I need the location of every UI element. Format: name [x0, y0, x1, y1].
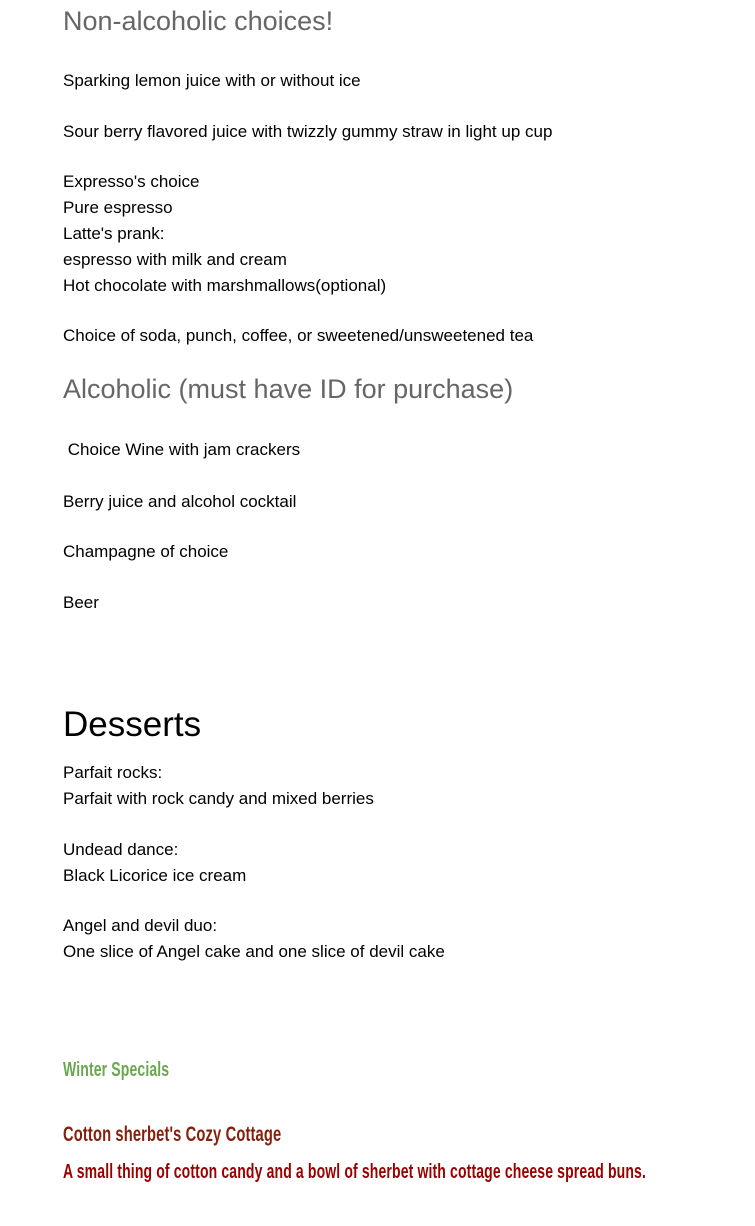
- special-item-description: A small thing of cotton candy and a bowl of sherbet with cottage cheese spread buns.: [63, 1161, 647, 1183]
- dessert-item-parfait-rocks: [63, 760, 715, 812]
- menu-item-pure-espresso: Pure espresso: [63, 198, 173, 217]
- dessert-item-angel-devil-duo: [63, 913, 715, 965]
- menu-item-lattes-prank: Latte's prank:: [63, 224, 165, 243]
- dessert-item-description: Parfait with rock candy and mixed berries: [63, 789, 374, 808]
- dessert-item-name: Angel and devil duo:: [63, 916, 218, 935]
- menu-item-berry-juice-cocktail: Berry juice and alcohol cocktail: [63, 492, 297, 511]
- special-item-name-cozy-cottage: Cotton sherbet's Cozy Cottage: [63, 1123, 282, 1146]
- section-heading-alcoholic: Alcoholic (must have ID for purchase): [63, 374, 514, 404]
- menu-item-group-espresso: [63, 169, 715, 299]
- section-heading-non-alcoholic: Non-alcoholic choices!: [63, 6, 334, 36]
- menu-item-espresso-milk-cream: espresso with milk and cream: [63, 250, 287, 269]
- dessert-item-name: Undead dance:: [63, 840, 179, 859]
- specials-heading-winter: Winter Specials: [63, 1059, 170, 1081]
- menu-item-sour-berry-juice: Sour berry flavored juice with twizzly gummy straw in light up cup: [63, 122, 553, 141]
- menu-item-choice-wine: Choice Wine with jam crackers: [63, 440, 301, 459]
- menu-item-hot-chocolate: Hot chocolate with marshmallows(optional): [63, 276, 387, 295]
- menu-item-espressos-choice: Expresso's choice: [63, 172, 200, 191]
- dessert-item-undead-dance: [63, 837, 715, 889]
- dessert-item-description: Black Licorice ice cream: [63, 866, 247, 885]
- dessert-item-name: Parfait rocks:: [63, 763, 163, 782]
- menu-item-sparking-lemon-juice: Sparking lemon juice with or without ice: [63, 71, 361, 90]
- dessert-item-description: One slice of Angel cake and one slice of devil cake: [63, 942, 445, 961]
- section-title-desserts: Desserts: [63, 705, 202, 744]
- menu-item-soda-punch-coffee-tea: Choice of soda, punch, coffee, or sweetened/unsweetened tea: [63, 326, 534, 345]
- menu-item-champagne: Champagne of choice: [63, 542, 229, 561]
- menu-item-beer: Beer: [63, 593, 99, 612]
